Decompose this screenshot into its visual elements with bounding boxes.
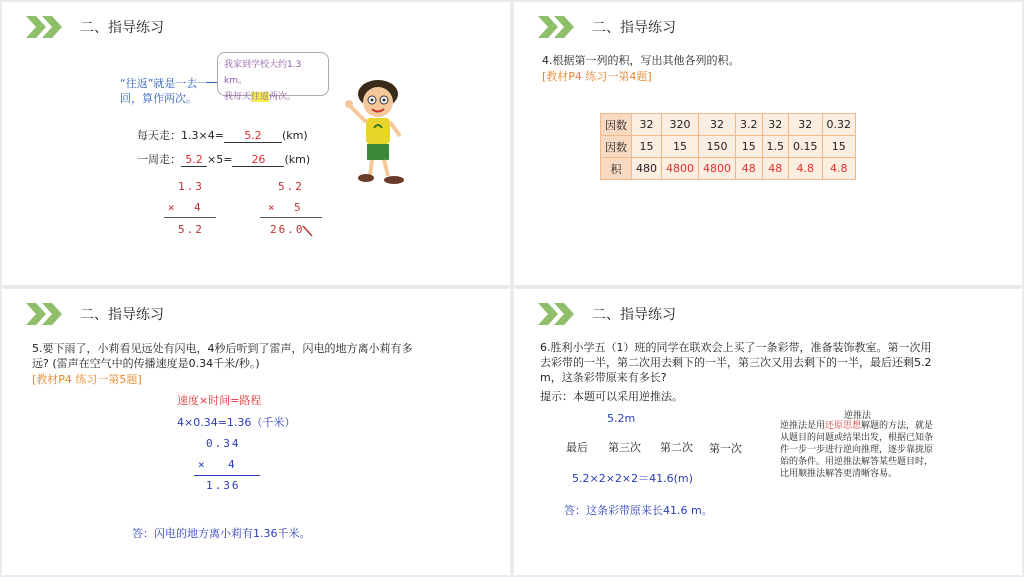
section-header [26, 303, 164, 325]
section-title: 二、指导练习 [592, 20, 676, 36]
calc-op: × [198, 458, 207, 471]
calc-mul: 4 [228, 458, 237, 471]
round-trip-note-line2: 回，算作两次。 [120, 92, 197, 105]
table-cell: 15 [632, 136, 662, 158]
start-value: 5.2m [607, 412, 636, 425]
step-second: 第二次 [660, 441, 693, 454]
table-cell: 4800 [662, 158, 699, 180]
reverse-method-note [780, 420, 940, 480]
table-cell: 480 [632, 158, 662, 180]
table-cell: 4800 [699, 158, 736, 180]
answer: 答：这条彩带原来长41.6 m。 [564, 504, 713, 517]
note-highlight: 还原思想 [825, 421, 862, 431]
double-chevron-icon [26, 16, 66, 38]
table-cell: 32 [762, 114, 789, 136]
question-5-line1: 5.要下雨了，小莉看见远处有闪电，4秒后听到了雷声，闪电的地方离小莉有多 [32, 342, 413, 355]
weekly-answer-2: 26 [232, 153, 284, 167]
table-cell: 15 [822, 136, 856, 158]
weekly-unit: (km) [284, 153, 311, 166]
calc1-rule [164, 217, 216, 218]
section-title: 二、指导练习 [80, 20, 164, 36]
weekly-distance-line [137, 151, 310, 167]
question-6-line1: 6.胜利小学五（1）班的同学在联欢会上买了一条彩带，准备装饰教室。第一次用 [540, 341, 932, 354]
note-pre: 逆推法是用 [780, 421, 826, 431]
table-cell: 32 [699, 114, 736, 136]
table-cell: 0.32 [822, 114, 856, 136]
section-header [26, 16, 164, 38]
slide-panel-4 [514, 289, 1022, 575]
step-last: 最后 [566, 441, 588, 454]
calc-result: 1.36 [206, 479, 241, 492]
table-cell: 3.2 [736, 114, 763, 136]
table-cell: 48 [762, 158, 789, 180]
weekly-answer-1: 5.2 [181, 153, 207, 167]
calc1-result: 5.2 [178, 223, 204, 236]
table-cell: 1.5 [762, 136, 789, 158]
weekly-label: 一周走： [137, 153, 181, 166]
daily-distance-line [137, 127, 308, 143]
cross-out-mark-icon [302, 224, 314, 238]
row-label: 因数 [601, 114, 632, 136]
equation: 5.2×2×2×2＝41.6(m) [572, 472, 693, 485]
bubble-highlight: 往返 [251, 92, 270, 102]
calc2-op: × [268, 201, 277, 214]
note-post: 解题的方法，就是从题目的问题或结果出发，根据已知条件一步一步进行逆向推理，逐步靠拢原始的条件。用逆推法解答某些题目时，比用顺推法解答更清晰容易。 [780, 421, 934, 479]
section-title: 二、指导练习 [80, 307, 164, 323]
bubble-text-post: 两次。 [269, 92, 297, 102]
table-cell: 48 [736, 158, 763, 180]
calc1-top: 1.3 [178, 180, 204, 193]
step-third: 第三次 [608, 441, 641, 454]
note-connector [207, 82, 217, 83]
bubble-line2 [224, 89, 322, 105]
double-chevron-icon [538, 16, 578, 38]
table-cell: 4.8 [822, 158, 856, 180]
round-trip-note-line1: “往返”就是一去一 [120, 77, 209, 90]
table-cell: 15 [662, 136, 699, 158]
table-cell: 320 [662, 114, 699, 136]
daily-unit: (km) [281, 129, 308, 142]
table-cell: 32 [789, 114, 823, 136]
calc-top: 0.34 [206, 437, 241, 450]
textbook-reference: [教材P4 练习一第5题] [32, 373, 142, 386]
table-row [601, 136, 856, 158]
calc1-op: × [168, 201, 177, 214]
table-cell: 15 [736, 136, 763, 158]
table-cell: 0.15 [789, 136, 823, 158]
girl-cartoon-icon [342, 76, 414, 188]
weekly-mid: ×5= [207, 153, 233, 166]
answer: 答：闪电的地方离小莉有1.36千米。 [132, 527, 311, 540]
step-first: 第一次 [709, 442, 742, 455]
section-header [538, 303, 676, 325]
table-cell: 32 [632, 114, 662, 136]
daily-label: 每天走：1.3×4= [137, 129, 224, 142]
slide-panel-2 [514, 2, 1022, 285]
hint: 提示：本题可以采用逆推法。 [540, 390, 683, 403]
textbook-reference: [教材P4 练习一第4题] [542, 70, 652, 83]
table-cell: 150 [699, 136, 736, 158]
slide-panel-1 [2, 2, 510, 285]
bubble-text-pre: 我每天 [224, 92, 252, 102]
question-5-line2: 远? (雷声在空气中的传播速度是0.34千米/秒。) [32, 357, 260, 370]
section-title: 二、指导练习 [592, 307, 676, 323]
daily-answer: 5.2 [224, 129, 282, 143]
question-4: 4.根据第一列的积，写出其他各列的积。 [542, 54, 740, 67]
double-chevron-icon [26, 303, 66, 325]
product-table [600, 113, 856, 180]
note-title: 逆推法 [844, 411, 872, 421]
double-chevron-icon [538, 303, 578, 325]
row-label: 因数 [601, 136, 632, 158]
table-row [601, 114, 856, 136]
formula: 速度×时间=路程 [177, 394, 262, 407]
slide-panel-3 [2, 289, 510, 575]
speech-bubble [217, 52, 329, 102]
question-6-line3: m，这条彩带原来有多长? [540, 371, 667, 384]
calc2-rule [260, 217, 322, 218]
calc2-mul: 5 [294, 201, 303, 214]
calc1-mul: 4 [194, 201, 203, 214]
question-6-line2: 去彩带的一半，第二次用去剩下的一半，第三次又用去剩下的一半，最后还剩5.2 [540, 356, 932, 369]
calc-rule [194, 475, 260, 476]
calc2-result: 26.0 [270, 223, 305, 236]
section-header [538, 16, 676, 38]
row-label: 积 [601, 158, 632, 180]
table-cell: 4.8 [789, 158, 823, 180]
table-row [601, 158, 856, 180]
calc2-top: 5.2 [278, 180, 304, 193]
equation: 4×0.34=1.36（千米） [177, 416, 296, 429]
bubble-line1: 我家到学校大约1.3 km。 [224, 60, 302, 86]
